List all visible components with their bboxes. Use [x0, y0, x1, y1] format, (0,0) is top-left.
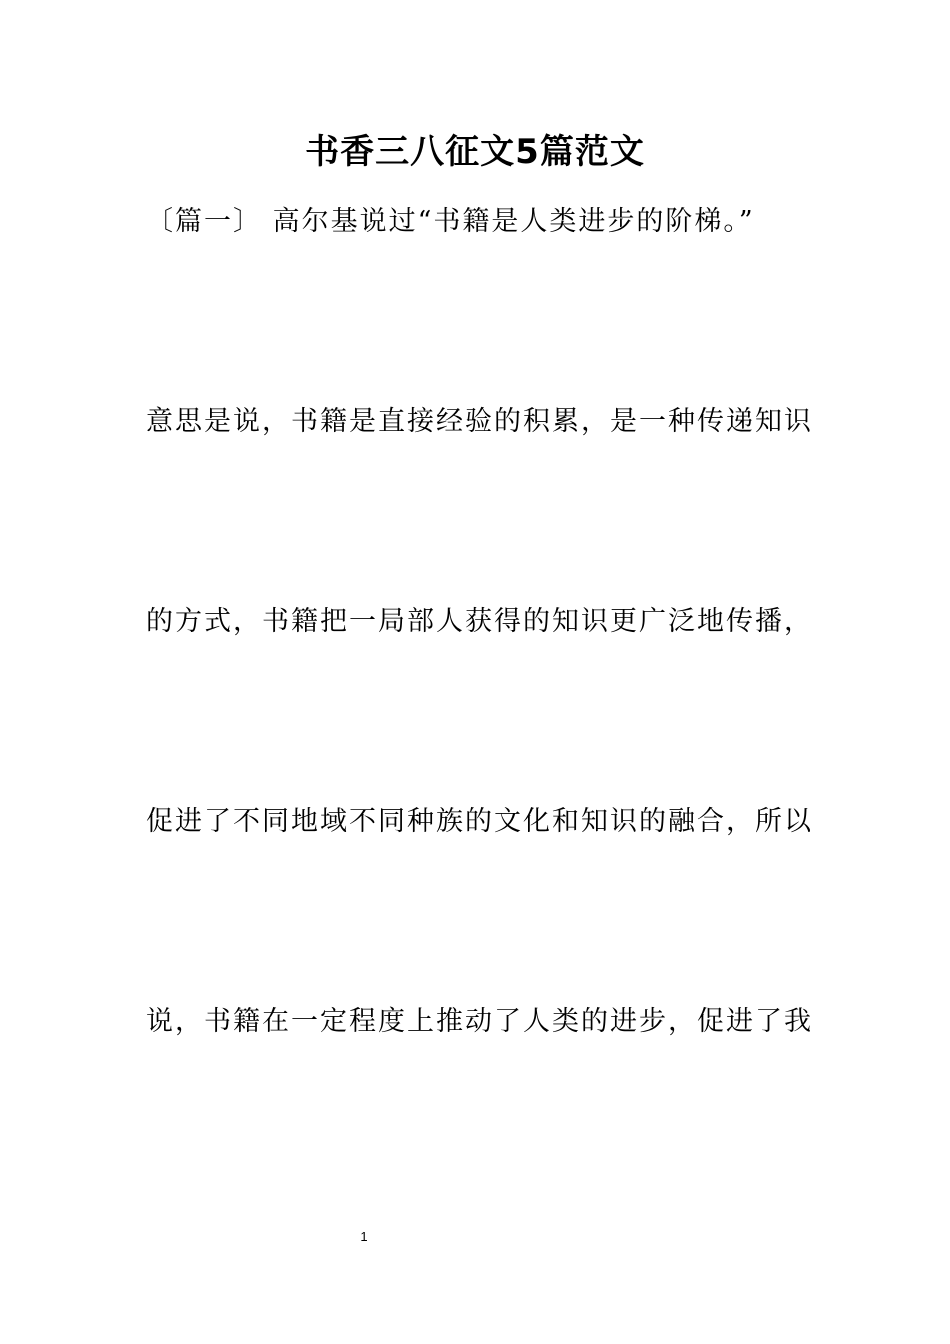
- body-text-line: 意思是说，书籍是直接经验的积累，是一种传递知识: [146, 406, 813, 437]
- document-title: 书香三八征文5篇范文: [305, 132, 645, 172]
- body-text-line: 说，书籍在一定程度上推动了人类的进步，促进了我: [146, 1006, 813, 1037]
- body-text-line: 〔篇一〕 高尔基说过“书籍是人类进步的阶梯。”: [146, 206, 755, 237]
- body-text-line: 的方式，书籍把一局部人获得的知识更广泛地传播，: [146, 606, 813, 637]
- page-number: 1: [360, 1229, 368, 1244]
- body-text-line: 促进了不同地域不同种族的文化和知识的融合，所以: [146, 806, 813, 837]
